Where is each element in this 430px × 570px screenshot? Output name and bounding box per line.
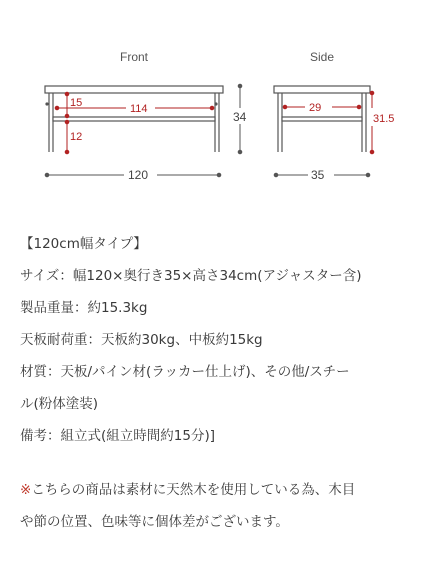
dimension-diagram [0,0,430,200]
spec-material: 材質：天板/パイン材(ラッカー仕上げ)、その他/スチー [20,364,350,380]
side-accent-dims [283,91,374,154]
front-lower-gap-dot-b [65,150,69,154]
spec-load-capacity: 天板耐荷重：天板約30kg、中板約15kg [20,332,263,348]
side-depth-dot-a [274,173,278,177]
side-height-label: 31.5 [373,113,395,125]
front-view-title: Front [120,50,149,64]
front-bolt-left [45,102,48,105]
notice-line-2: や節の位置、色味等に個体差がございます。 [20,514,289,530]
side-top-board [274,86,370,93]
spec-material-continued: ル(粉体塗装) [20,396,99,412]
dimension-drawing [0,0,430,200]
spec-type-heading: 【120cm幅タイプ】 [20,236,147,252]
side-depth-dot-b [366,173,370,177]
front-bolt-right [214,102,217,105]
front-width-label: 120 [128,168,149,182]
front-inner-width-dot-a [55,106,59,110]
front-height-dot-a [238,84,242,88]
side-depth-label: 35 [311,168,325,182]
front-lower-gap-label: 12 [70,131,83,143]
notice-mark: ※ [20,482,32,498]
front-middle-shelf [53,117,215,121]
product-spec-list [20,228,420,452]
front-inner-width-label: 114 [130,103,148,115]
side-view-title: Side [310,50,335,64]
side-middle-shelf [282,117,362,121]
front-lower-gap-dot-a [65,120,69,124]
natural-wood-notice [20,474,420,538]
side-inner-depth-label: 29 [309,102,322,114]
front-top-board [45,86,223,93]
notice-line-1 [20,474,420,506]
side-height-dot-a [370,91,374,95]
spec-weight: 製品重量：約15.3kg [20,300,148,316]
front-height-dot-b [238,150,242,154]
notice-text-1: こちらの商品は素材に天然木を使用している為、木目 [31,482,356,498]
front-width-dot-a [45,173,49,177]
front-height-label: 34 [233,110,247,124]
side-height-dot-b [370,150,374,154]
front-width-dot-b [217,173,221,177]
spec-size: サイズ：幅120×奥行き35×高さ34cm(アジャスター含) [20,268,362,284]
front-top-gap-dot-a [65,92,69,96]
front-top-gap-dot-b [65,114,69,118]
side-inner-depth-dot-a [283,105,287,109]
front-inner-width-dot-b [210,106,214,110]
front-top-gap-label: 15 [70,97,83,109]
side-inner-depth-dot-b [357,105,361,109]
side-table-drawing [274,86,370,152]
spec-remarks: 備考：組立式(組立時間約15分)] [20,428,215,444]
